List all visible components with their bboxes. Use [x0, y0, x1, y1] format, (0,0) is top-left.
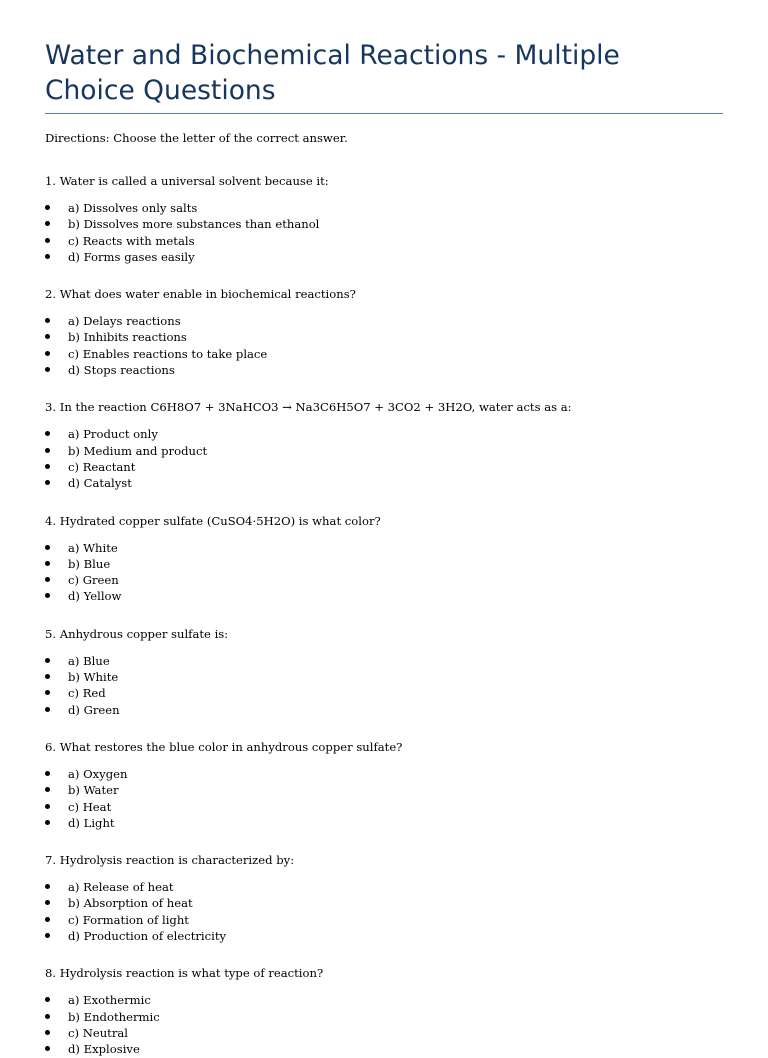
question-list: [45, 173, 723, 1058]
question-block: [45, 286, 723, 378]
option-label: b) Dissolves more substances than ethanol: [68, 217, 320, 232]
option-label: a) Exothermic: [68, 993, 151, 1008]
bullet-icon: [45, 658, 50, 663]
directions-text: Directions: Choose the letter of the correct answer.: [45, 131, 348, 145]
option-item: [45, 669, 723, 685]
bullet-icon: [45, 884, 50, 889]
question-text: 6. What restores the blue color in anhydrous copper sulfate?: [45, 739, 403, 754]
bullet-icon: [45, 448, 50, 453]
bullet-icon: [45, 1014, 50, 1019]
option-item: [45, 815, 723, 831]
option-label: d) Light: [68, 815, 115, 830]
option-item: [45, 653, 723, 669]
title-divider: [45, 113, 723, 114]
option-item: [45, 1025, 723, 1041]
option-label: b) White: [68, 670, 119, 685]
document-body: [45, 130, 723, 1058]
option-item: [45, 233, 723, 249]
question-text: 1. Water is called a universal solvent because it:: [45, 174, 329, 188]
question-block: [45, 399, 723, 491]
question-block: [45, 739, 723, 831]
bullet-icon: [45, 351, 50, 356]
option-list: [45, 313, 723, 378]
bullet-icon: [45, 674, 50, 679]
bullet-icon: [45, 545, 50, 550]
bullet-icon: [45, 238, 50, 243]
option-item: [45, 313, 723, 329]
question-block: [45, 852, 723, 944]
question-text: 2. What does water enable in biochemical reactions?: [45, 287, 356, 302]
bullet-icon: [45, 933, 50, 938]
option-item: [45, 249, 723, 265]
bullet-icon: [45, 917, 50, 922]
bullet-icon: [45, 1046, 50, 1051]
bullet-icon: [45, 804, 50, 809]
question-text: 8. Hydrolysis reaction is what type of reaction?: [45, 966, 324, 981]
option-label: d) Forms gases easily: [68, 249, 195, 264]
option-label: a) Product only: [68, 427, 158, 442]
option-label: b) Absorption of heat: [68, 896, 193, 911]
option-label: a) Oxygen: [68, 766, 128, 781]
option-list: [45, 426, 723, 491]
option-item: [45, 540, 723, 556]
option-label: c) Neutral: [68, 1025, 128, 1040]
option-item: [45, 879, 723, 895]
question-block: [45, 513, 723, 605]
option-label: d) Yellow: [68, 589, 122, 604]
option-item: [45, 216, 723, 232]
option-list: [45, 992, 723, 1057]
bullet-icon: [45, 997, 50, 1002]
option-item: [45, 346, 723, 362]
bullet-icon: [45, 771, 50, 776]
question-block: [45, 173, 723, 265]
option-label: a) Delays reactions: [68, 314, 181, 329]
option-label: c) Formation of light: [68, 912, 189, 927]
option-label: d) Catalyst: [68, 476, 132, 491]
option-item: [45, 200, 723, 216]
option-item: [45, 329, 723, 345]
question-text: 4. Hydrated copper sulfate (CuSO4·5H2O) is what color?: [45, 513, 381, 528]
bullet-icon: [45, 205, 50, 210]
option-label: d) Stops reactions: [68, 363, 175, 378]
bullet-icon: [45, 1030, 50, 1035]
option-list: [45, 766, 723, 831]
option-list: [45, 540, 723, 605]
page-title: Water and Biochemical Reactions - Multiple Choice Questions: [45, 40, 620, 106]
option-label: a) Release of heat: [68, 880, 174, 895]
option-list: [45, 200, 723, 265]
option-item: [45, 362, 723, 378]
bullet-icon: [45, 334, 50, 339]
option-label: b) Inhibits reactions: [68, 330, 187, 345]
option-item: [45, 928, 723, 944]
bullet-icon: [45, 787, 50, 792]
option-item: [45, 766, 723, 782]
bullet-icon: [45, 577, 50, 582]
option-list: [45, 653, 723, 718]
bullet-icon: [45, 707, 50, 712]
option-item: [45, 588, 723, 604]
option-item: [45, 1041, 723, 1057]
bullet-icon: [45, 561, 50, 566]
bullet-icon: [45, 690, 50, 695]
option-label: a) White: [68, 540, 118, 555]
option-item: [45, 426, 723, 442]
option-item: [45, 992, 723, 1008]
option-item: [45, 459, 723, 475]
option-item: [45, 572, 723, 588]
option-label: b) Blue: [68, 556, 111, 571]
option-item: [45, 702, 723, 718]
bullet-icon: [45, 221, 50, 226]
option-label: d) Explosive: [68, 1042, 140, 1057]
bullet-icon: [45, 254, 50, 259]
option-item: [45, 685, 723, 701]
option-label: d) Green: [68, 702, 120, 717]
option-item: [45, 1009, 723, 1025]
bullet-icon: [45, 480, 50, 485]
option-label: c) Enables reactions to take place: [68, 346, 268, 361]
option-item: [45, 782, 723, 798]
bullet-icon: [45, 318, 50, 323]
option-label: d) Production of electricity: [68, 929, 227, 944]
option-item: [45, 556, 723, 572]
option-item: [45, 799, 723, 815]
bullet-icon: [45, 820, 50, 825]
question-text: 5. Anhydrous copper sulfate is:: [45, 626, 229, 641]
option-label: a) Dissolves only salts: [68, 201, 198, 215]
question-block: [45, 626, 723, 718]
bullet-icon: [45, 593, 50, 598]
bullet-icon: [45, 367, 50, 372]
option-label: b) Endothermic: [68, 1009, 160, 1024]
option-item: [45, 475, 723, 491]
bullet-icon: [45, 464, 50, 469]
option-label: b) Water: [68, 783, 119, 798]
option-label: c) Heat: [68, 799, 112, 814]
option-label: c) Reacts with metals: [68, 233, 195, 248]
question-text: 3. In the reaction C6H8O7 + 3NaHCO3 → Na3C6H5O7 + 3CO2 + 3H2O, water acts as a:: [45, 400, 572, 415]
option-item: [45, 912, 723, 928]
bullet-icon: [45, 900, 50, 905]
option-label: c) Green: [68, 573, 119, 588]
option-label: a) Blue: [68, 653, 110, 668]
option-label: c) Red: [68, 686, 106, 701]
option-item: [45, 443, 723, 459]
bullet-icon: [45, 431, 50, 436]
option-item: [45, 895, 723, 911]
option-list: [45, 879, 723, 944]
option-label: c) Reactant: [68, 459, 136, 474]
question-text: 7. Hydrolysis reaction is characterized by:: [45, 853, 295, 868]
question-block: [45, 965, 723, 1057]
option-label: b) Medium and product: [68, 443, 208, 458]
